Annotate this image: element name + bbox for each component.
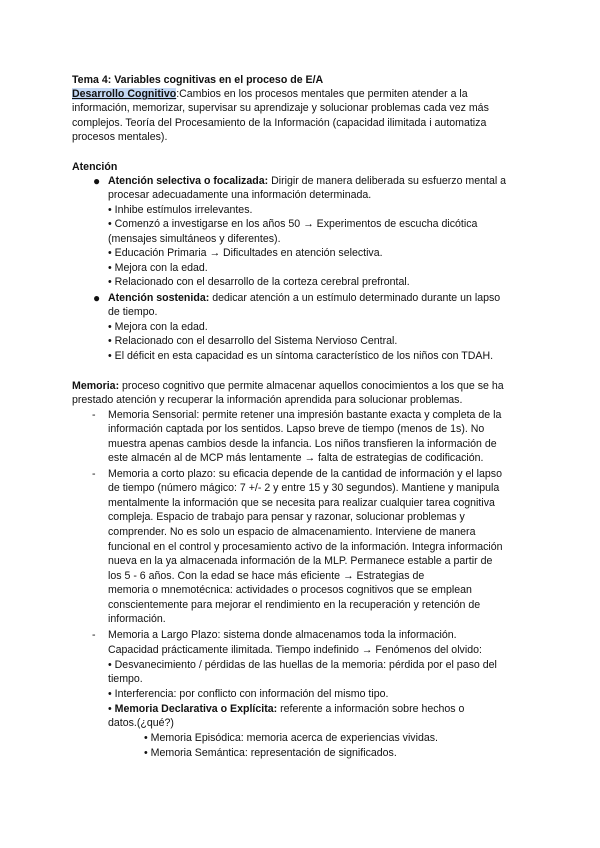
selectiva-line: (mensajes simultáneos y diferentes). <box>108 233 281 245</box>
selectiva-line: procesar adecuadamente una información determinada. <box>108 189 372 201</box>
largo-line: • Interferencia: por conflicto con información del mismo tipo. <box>108 688 389 700</box>
bullet-icon: ● <box>93 174 101 188</box>
declarativa-label: Memoria Declarativa o Explícita: <box>114 703 278 715</box>
corto-line: los 5 - 6 años. Con la edad se hace más eficiente → Estrategias de <box>108 570 425 582</box>
largo-line: • Desvanecimiento / pérdidas de las huellas de la memoria: pérdida por el paso del <box>108 659 497 671</box>
corto-line: Memoria a corto plazo: su eficacia depende de la cantidad de información y el lapso <box>108 468 502 480</box>
sub-item-semantica: • Memoria Semántica: representación de significados. <box>144 747 397 759</box>
selectiva-line: • Comenzó a investigarse en los años 50 → Experimentos de escucha dicótica <box>108 218 478 230</box>
sostenida-line: • Relacionado con el desarrollo del Sistema Nervioso Central. <box>108 335 398 347</box>
corto-line: nueva en la ya almacenada información de la MLP. Permanece estable a partir de <box>108 555 493 567</box>
sostenida-line: • El déficit en esta capacidad es un síntoma característico de los niños con TDAH. <box>108 350 494 362</box>
selectiva-label: Atención selectiva o focalizada: <box>108 175 269 187</box>
intro-line: complejos. Teoría del Procesamiento de la Información (capacidad ilimitada i automatiza <box>72 117 487 129</box>
corto-line: funcional en el control y procesamiento activo de la información. Integra información <box>108 541 503 553</box>
dash-bullet: - <box>92 409 96 421</box>
section-heading-atencion: Atención <box>72 161 118 173</box>
sostenida-line: • Mejora con la edad. <box>108 321 208 333</box>
intro-line: información, memorizar, supervisar su aprendizaje y solucionar problemas cada vez más <box>72 102 489 114</box>
corto-line: conscientemente para mejorar el rendimiento en la recuperación y retención de <box>108 599 481 611</box>
intro-line: Desarrollo Cognitivo:Cambios en los procesos mentales que permiten atender a la <box>72 88 468 100</box>
sensorial-line: muestra apenas cambios desde la infancia. Los niños transfieren la información de <box>108 438 497 450</box>
largo-line: Memoria a Largo Plazo: sistema donde almacenamos toda la información. <box>108 629 457 641</box>
corto-line: comprender. No es solo un espacio de almacenamiento. Interviene de manera <box>108 526 476 538</box>
selectiva-line: • Educación Primaria → Dificultades en atención selectiva. <box>108 247 383 259</box>
largo-line: tiempo. <box>108 673 143 685</box>
memoria-label: Memoria: <box>72 380 120 392</box>
selectiva-line: • Inhibe estímulos irrelevantes. <box>108 204 253 216</box>
corto-line: memoria o mnemotécnica: actividades o procesos cognitivos que se emplean <box>108 584 472 596</box>
sensorial-line: este almacén al de MCP más lentamente → falta de estrategias de codificación. <box>108 452 484 464</box>
declarativa-line: datos.(¿qué?) <box>108 717 174 729</box>
corto-line: información. <box>108 613 166 625</box>
sensorial-line: Memoria Sensorial: permite retener una impresión bastante exacta y completa de la <box>108 409 502 421</box>
declarativa-line: • Memoria Declarativa o Explícita: referente a información sobre hechos o <box>108 703 465 715</box>
memoria-line: Memoria: proceso cognitivo que permite almacenar aquellos conocimientos a los que se ha <box>72 380 504 392</box>
corto-line: compleja. Espacio de trabajo para pensar y razonar, solucionar problemas y <box>108 511 465 523</box>
sub-item-episodica: • Memoria Episódica: memoria acerca de experiencias vividas. <box>144 732 438 744</box>
dash-bullet: - <box>92 629 96 641</box>
sostenida-line: de tiempo. <box>108 306 158 318</box>
memoria-line: prestado atención y recuperar la información aprendida para solucionar problemas. <box>72 394 463 406</box>
corto-line: mentalmente la información que se necesita para realizar cualquier tarea cognitiva <box>108 497 495 509</box>
sostenida-line: Atención sostenida: dedicar atención a un estímulo determinado durante un lapso <box>108 292 501 304</box>
sensorial-line: información captada por los sentidos. Lapso breve de tiempo (menos de 1s). No <box>108 423 485 435</box>
dash-bullet: - <box>92 468 96 480</box>
selectiva-line: Atención selectiva o focalizada: Dirigir de manera deliberada su esfuerzo mental a <box>108 175 507 187</box>
largo-line: Capacidad prácticamente ilimitada. Tiempo indefinido → Fenómenos del olvido: <box>108 644 482 656</box>
selectiva-line: • Mejora con la edad. <box>108 262 208 274</box>
intro-term: Desarrollo Cognitivo <box>72 88 177 100</box>
corto-line: de tiempo (número mágico: 7 +/- 2 y entre 15 y 30 segundos). Mantiene y manipula <box>108 482 500 494</box>
sostenida-label: Atención sostenida: <box>108 292 210 304</box>
page-title: Tema 4: Variables cognitivas en el proceso de E/A <box>72 74 324 86</box>
intro-line: procesos mentales). <box>72 131 168 143</box>
bullet-icon: ● <box>93 291 101 305</box>
selectiva-line: • Relacionado con el desarrollo de la corteza cerebral prefrontal. <box>108 276 410 288</box>
